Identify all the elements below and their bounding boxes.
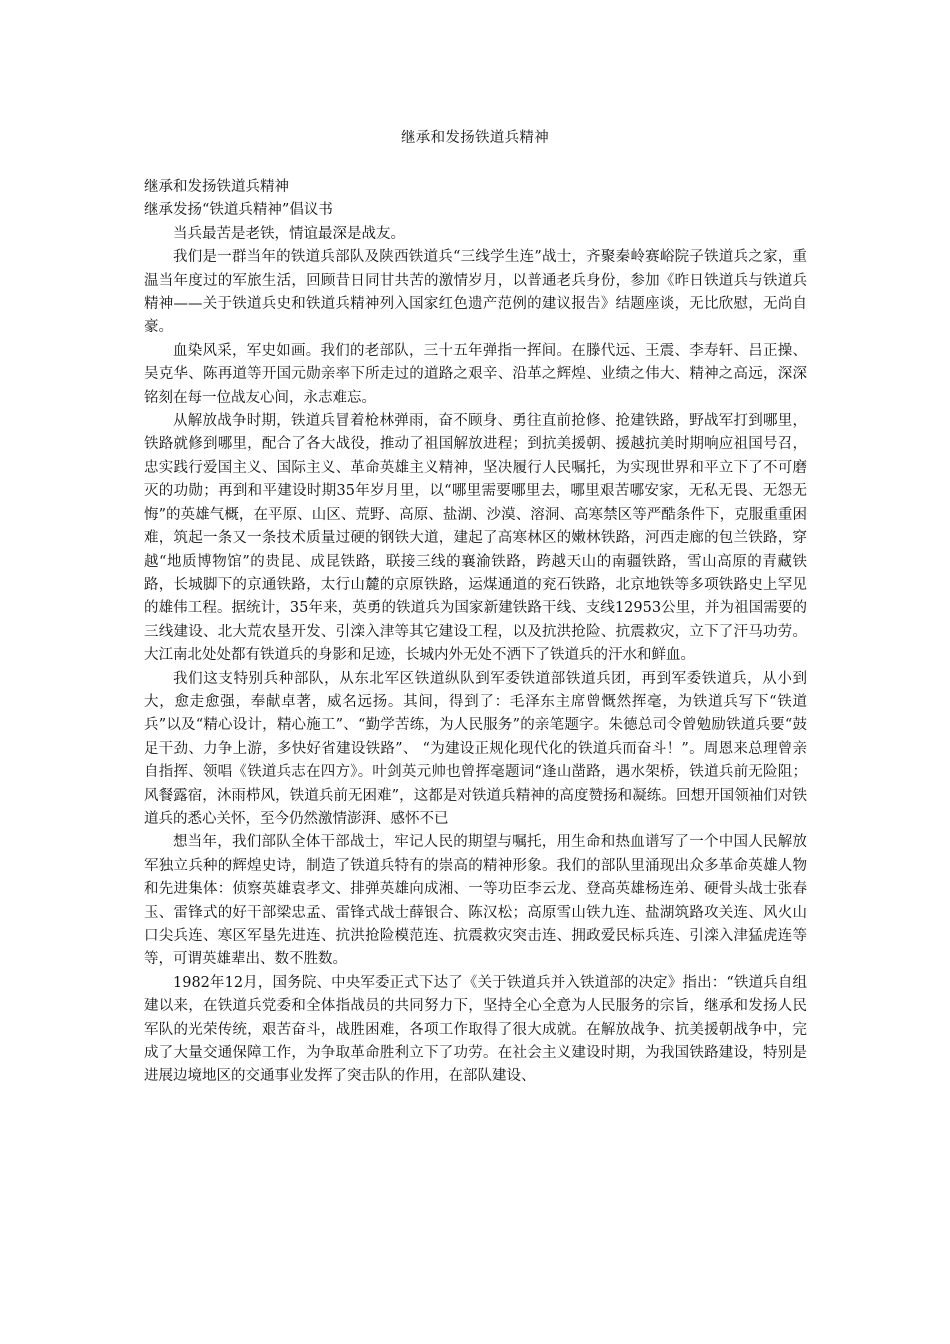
paragraph-4: 从解放战争时期，铁道兵冒着枪林弹雨，奋不顾身、勇往直前抢修、抢建铁路，野战军打到哪里，铁路就修到哪里，配合了各大战役，推动了祖国解放进程；到抗美援朝、援越抗美时期响应祖国号召，忠实践行爱国主义、国际主义、革命英雄主义精神，坚决履行人民嘱托，为实现世界和平立下了不可磨灭的功勋；再到和平建设时期35年岁月里，以“哪里需要哪里去，哪里艰苦哪安家，无私无畏、无怨无悔”的英雄气概，在平原、山区、荒野、高原、盐湖、沙漠、溶洞、高寒禁区等严酷条件下，克服重重困难，筑起一条又一条技术质量过硬的钢铁大道，建起了高寒林区的嫩林铁路，河西走廊的包兰铁路，穿越“地质博物馆”的贵昆、成昆铁路，联接三线的襄渝铁路，跨越天山的南疆铁路，雪山高原的青藏铁路，长城脚下的京通铁路，太行山麓的京原铁路，运煤通道的兖石铁路，北京地铁等多项铁路史上罕见的雄伟工程。据统计，35年来，英勇的铁道兵为国家新建铁路干线、支线12953公里，并为祖国需要的三线建设、北大荒农垦开发、引滦入津等其它建设工程，以及抗洪抢险、抗震救灾，立下了汗马功劳。大江南北处处都有铁道兵的身影和足迹，长城内外无处不洒下了铁道兵的汗水和鲜血。: [144, 413, 807, 664]
document-title: 继承和发扬铁道兵精神: [401, 130, 549, 146]
section-heading: 继承和发扬铁道兵精神: [144, 179, 289, 195]
document-body: [144, 176, 807, 1089]
paragraph-3: 血染风采，军史如画。我们的老部队，三十五年弹指一挥间。在滕代远、王震、李寿轩、吕正操、吴克华、陈再道等开国元勋亲率下所走过的道路之艰辛、沿革之辉煌、业绩之伟大、精神之高远，深深铭刻在每一位战友心间，永志难忘。: [144, 342, 807, 406]
paragraph-2: 我们是一群当年的铁道兵部队及陕西铁道兵“三线学生连”战士，齐聚秦岭赛峪院子铁道兵之家，重温当年度过的军旅生活，回顾昔日同甘共苦的激情岁月，以普通老兵身份，参加《昨日铁道兵与铁道兵精神——关于铁道兵史和铁道兵精神列入国家红色遗产范例的建议报告》结题座谈，无比欣慰，无尚自豪。: [144, 249, 807, 336]
proposal-title: 继承发扬“铁道兵精神”倡议书: [144, 202, 333, 219]
paragraph-7: 1982年12月，国务院、中央军委正式下达了《关于铁道兵并入铁道部的决定》指出：“铁道兵自组建以来，在铁道兵党委和全体指战员的共同努力下，坚持全心全意为人民服务的宗旨，继承和发扬人民军队的光荣传统，艰苦奋斗，战胜困难，各项工作取得了很大成就。在解放战争、抗美援朝战争中，完成了大量交通保障工作，为争取革命胜利立下了功劳。在社会主义建设时期，为我国铁路建设，特别是进展边境地区的交通事业发挥了突击队的作用，在部队建设、: [144, 974, 807, 1085]
paragraph-5: 我们这支特别兵种部队，从东北军区铁道纵队到军委铁道部铁道兵团，再到军委铁道兵，从小到大，愈走愈强，奉献卓著，威名远扬。其间，得到了：毛泽东主席曾慨然挥毫，为铁道兵写下“铁道兵”以及“精心设计，精心施工”、“勤学苦练，为人民服务”的亲笔题字。朱德总司令曾勉励铁道兵要“鼓足干劲、力争上游，多快好省建设铁路”、 “为建设正规化现代化的铁道兵而奋斗！”。周恩来总理曾亲自指挥、领唱《铁道兵志在四方》。叶剑英元帅也曾挥毫题词“逢山凿路，遇水架桥，铁道兵前无险阻；风餐露宿，沐雨栉风，铁道兵前无困难”，这都是对铁道兵精神的高度赞扬和凝练。回想开国领袖们对铁道兵的悉心关怀，至今仍然激情澎湃、感怀不已: [144, 670, 807, 827]
paragraph-1: 当兵最苦是老铁，情谊最深是战友。: [173, 225, 405, 242]
paragraph-6: 想当年，我们部队全体干部战士，牢记人民的期望与嘱托，用生命和热血谱写了一个中国人民解放军独立兵种的辉煌史诗，制造了铁道兵特有的崇高的精神形象。我们的部队里涌现出众多革命英雄人物和先进集体：侦察英雄袁孝文、排弹英雄向成湘、一等功臣李云龙、登高英雄杨连弟、硬骨头战士张春玉、雷锋式的好干部梁忠孟、雷锋式战士薛银合、陈汉松；高原雪山铁九连、盐湖筑路攻关连、风火山口尖兵连、寒区军垦先进连、抗洪抢险模范连、抗震救灾突击连、拥政爱民标兵连、引滦入津猛虎连等等，可谓英雄辈出、数不胜数。: [144, 834, 807, 968]
